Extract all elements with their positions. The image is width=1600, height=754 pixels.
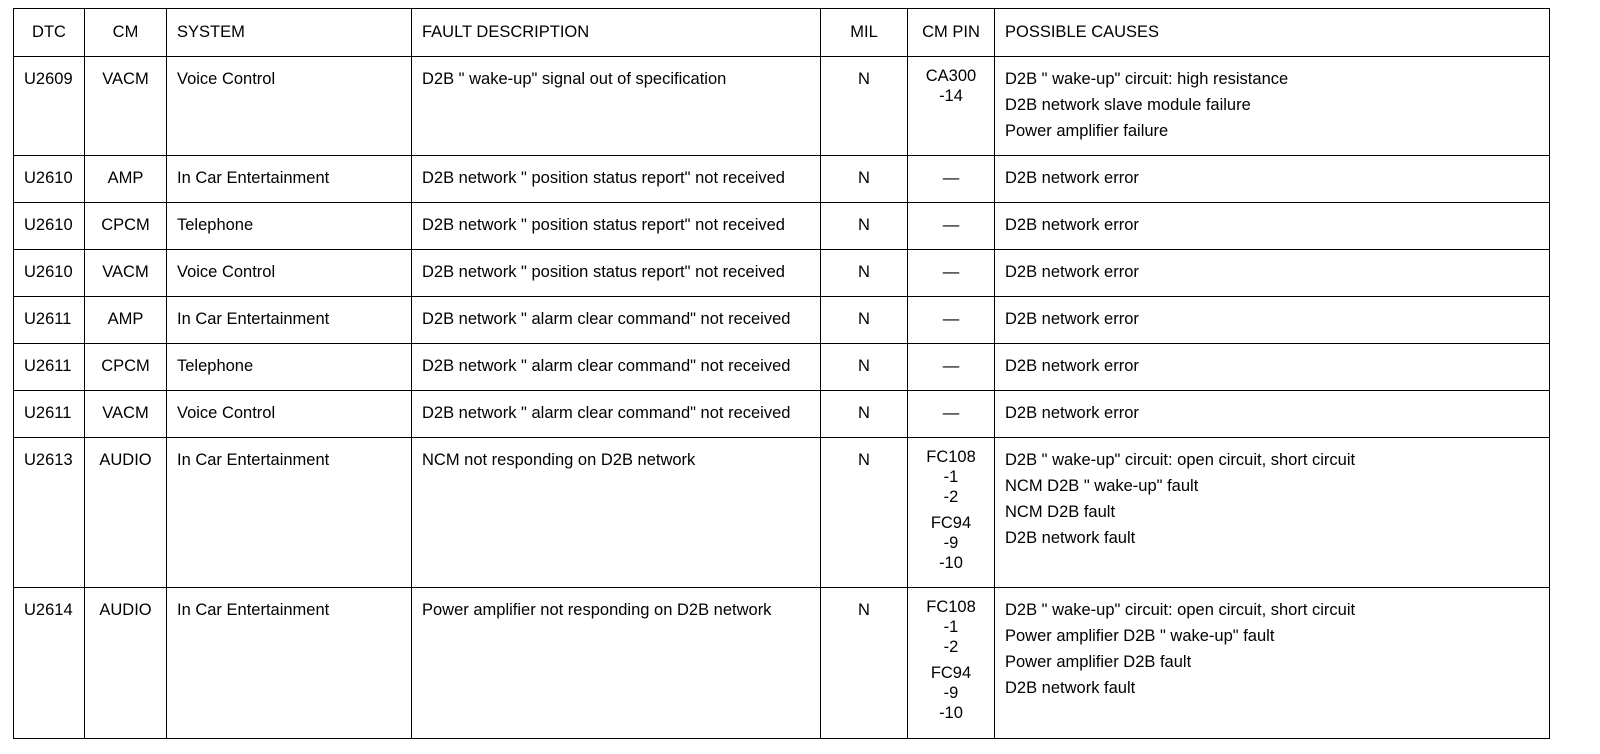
cause-item: D2B " wake-up" circuit: high resistance xyxy=(1005,70,1289,88)
pin-value: -1 xyxy=(943,468,959,486)
fault-description: D2B network " alarm clear command" not received xyxy=(412,391,821,438)
mil-status: N xyxy=(821,203,908,250)
header-system: SYSTEM xyxy=(167,9,412,57)
cm-pin xyxy=(908,588,995,739)
dtc-table xyxy=(13,8,1550,739)
pin-value: CA300 xyxy=(925,67,977,85)
system-name: Telephone xyxy=(167,344,412,391)
cause-item: Power amplifier D2B " wake-up" fault xyxy=(1005,627,1275,645)
header-row xyxy=(14,9,1550,57)
pin-value: -1 xyxy=(943,618,959,636)
fault-description: D2B network " alarm clear command" not received xyxy=(412,344,821,391)
possible-causes xyxy=(995,297,1550,344)
cause-item: Power amplifier failure xyxy=(1005,122,1169,140)
cause-item: D2B network error xyxy=(1005,310,1139,328)
cm-pin xyxy=(908,391,995,438)
possible-causes xyxy=(995,156,1550,203)
pin-value: FC108 xyxy=(926,448,976,466)
pin-none: — xyxy=(942,404,960,422)
control-module: AMP xyxy=(85,297,167,344)
cause-item: D2B network error xyxy=(1005,357,1139,375)
header-cm-pin: CM PIN xyxy=(908,9,995,57)
possible-causes xyxy=(995,203,1550,250)
possible-causes xyxy=(995,57,1550,156)
pin-value: -2 xyxy=(943,488,959,506)
mil-status: N xyxy=(821,438,908,588)
system-name: In Car Entertainment xyxy=(167,588,412,739)
pin-value: -10 xyxy=(939,704,963,722)
fault-description: D2B network " position status report" not received xyxy=(412,156,821,203)
table-row xyxy=(14,156,1550,203)
pin-value: -14 xyxy=(939,87,963,105)
dtc-code: U2611 xyxy=(14,391,85,438)
possible-causes xyxy=(995,391,1550,438)
pin-value: FC94 xyxy=(930,664,972,682)
control-module: CPCM xyxy=(85,203,167,250)
cause-item: NCM D2B fault xyxy=(1005,503,1116,521)
table-row xyxy=(14,297,1550,344)
mil-status: N xyxy=(821,588,908,739)
system-name: Telephone xyxy=(167,203,412,250)
pin-none: — xyxy=(942,169,960,187)
fault-description: D2B " wake-up" signal out of specification xyxy=(412,57,821,156)
pin-value: -2 xyxy=(943,638,959,656)
table-row xyxy=(14,438,1550,588)
pin-value: FC94 xyxy=(930,514,972,532)
fault-description: D2B network " position status report" not received xyxy=(412,203,821,250)
cause-item: D2B " wake-up" circuit: open circuit, short circuit xyxy=(1005,601,1356,619)
pin-none: — xyxy=(942,310,960,328)
system-name: In Car Entertainment xyxy=(167,438,412,588)
table-row xyxy=(14,344,1550,391)
table-row xyxy=(14,588,1550,739)
pin-value: -9 xyxy=(943,534,959,552)
control-module: VACM xyxy=(85,391,167,438)
dtc-code: U2610 xyxy=(14,156,85,203)
mil-status: N xyxy=(821,391,908,438)
mil-status: N xyxy=(821,156,908,203)
control-module: VACM xyxy=(85,250,167,297)
dtc-code: U2610 xyxy=(14,250,85,297)
pin-none: — xyxy=(942,357,960,375)
fault-description: D2B network " position status report" not received xyxy=(412,250,821,297)
system-name: Voice Control xyxy=(167,57,412,156)
cause-item: D2B network slave module failure xyxy=(1005,96,1251,114)
system-name: Voice Control xyxy=(167,391,412,438)
fault-description: D2B network " alarm clear command" not received xyxy=(412,297,821,344)
control-module: AMP xyxy=(85,156,167,203)
dtc-code: U2614 xyxy=(14,588,85,739)
control-module: AUDIO xyxy=(85,438,167,588)
possible-causes xyxy=(995,344,1550,391)
pin-none: — xyxy=(942,263,960,281)
cm-pin xyxy=(908,250,995,297)
control-module: AUDIO xyxy=(85,588,167,739)
header-dtc: DTC xyxy=(14,9,85,57)
cause-item: NCM D2B " wake-up" fault xyxy=(1005,477,1199,495)
header-cm: CM xyxy=(85,9,167,57)
cm-pin xyxy=(908,203,995,250)
pin-value: -10 xyxy=(939,554,963,572)
pin-value: -9 xyxy=(943,684,959,702)
table-row xyxy=(14,203,1550,250)
mil-status: N xyxy=(821,344,908,391)
cause-item: D2B network error xyxy=(1005,404,1139,422)
control-module: VACM xyxy=(85,57,167,156)
system-name: In Car Entertainment xyxy=(167,156,412,203)
system-name: In Car Entertainment xyxy=(167,297,412,344)
mil-status: N xyxy=(821,297,908,344)
cause-item: D2B network fault xyxy=(1005,679,1136,697)
pin-value: FC108 xyxy=(926,598,976,616)
header-fault-description: FAULT DESCRIPTION xyxy=(412,9,821,57)
table-row xyxy=(14,250,1550,297)
cm-pin xyxy=(908,297,995,344)
cm-pin xyxy=(908,156,995,203)
table-row xyxy=(14,57,1550,156)
cause-item: Power amplifier D2B fault xyxy=(1005,653,1192,671)
dtc-code: U2613 xyxy=(14,438,85,588)
fault-description: NCM not responding on D2B network xyxy=(412,438,821,588)
cm-pin xyxy=(908,344,995,391)
cause-item: D2B network error xyxy=(1005,263,1139,281)
dtc-code: U2611 xyxy=(14,344,85,391)
cm-pin xyxy=(908,57,995,156)
system-name: Voice Control xyxy=(167,250,412,297)
cause-item: D2B network error xyxy=(1005,216,1139,234)
dtc-code: U2611 xyxy=(14,297,85,344)
header-possible-causes: POSSIBLE CAUSES xyxy=(995,9,1550,57)
cause-item: D2B network error xyxy=(1005,169,1139,187)
possible-causes xyxy=(995,438,1550,588)
possible-causes xyxy=(995,588,1550,739)
cm-pin xyxy=(908,438,995,588)
fault-description: Power amplifier not responding on D2B network xyxy=(412,588,821,739)
mil-status: N xyxy=(821,57,908,156)
possible-causes xyxy=(995,250,1550,297)
dtc-code: U2610 xyxy=(14,203,85,250)
dtc-code: U2609 xyxy=(14,57,85,156)
control-module: CPCM xyxy=(85,344,167,391)
mil-status: N xyxy=(821,250,908,297)
pin-none: — xyxy=(942,216,960,234)
table-row xyxy=(14,391,1550,438)
cause-item: D2B " wake-up" circuit: open circuit, short circuit xyxy=(1005,451,1356,469)
header-mil: MIL xyxy=(821,9,908,57)
cause-item: D2B network fault xyxy=(1005,529,1136,547)
